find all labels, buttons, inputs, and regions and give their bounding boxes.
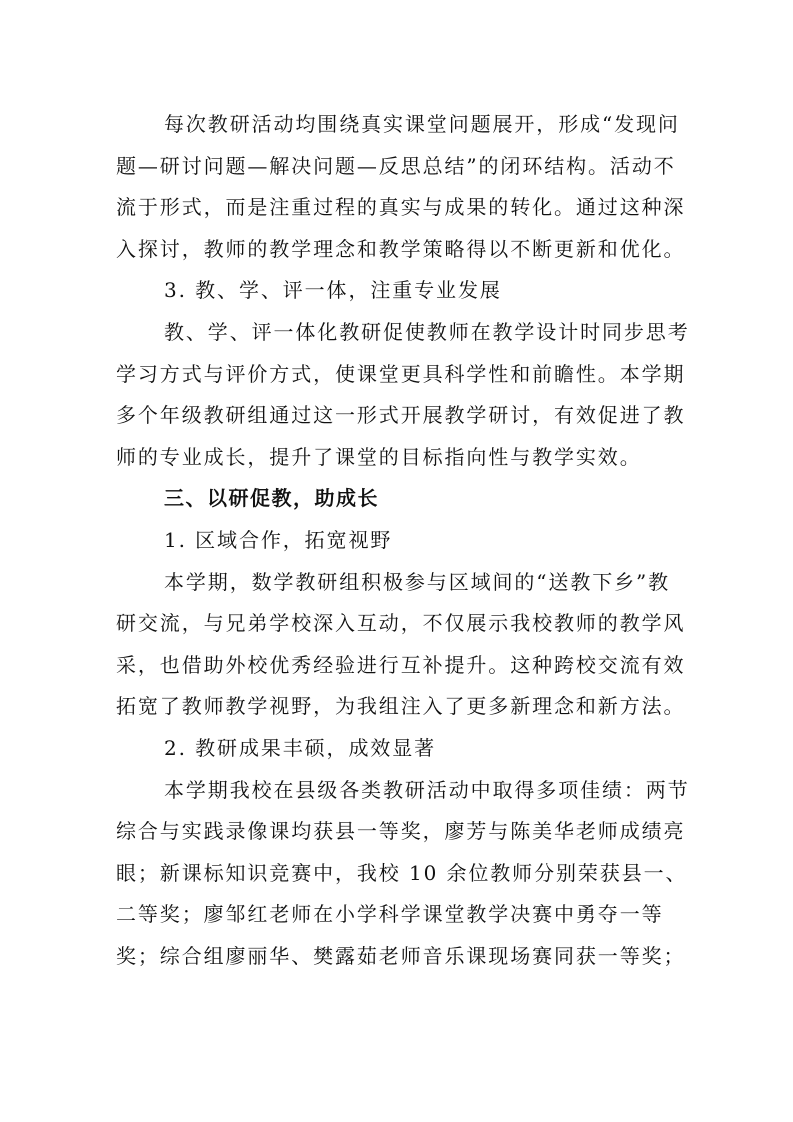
paragraph-line: 入探讨，教师的教学理念和教学策略得以不断更新和优化。 (116, 236, 686, 261)
paragraph-line: 采，也借助外校优秀经验进行互补提升。这种跨校交流有效 (116, 652, 686, 677)
section-heading: 三、以研促教，助成长 (164, 486, 379, 511)
document-body (116, 104, 690, 977)
paragraph-line: 师的专业成长，提升了课堂的目标指向性与教学实效。 (116, 444, 642, 469)
paragraph-line: 多个年级教研组通过这一形式开展教学研讨，有效促进了教 (116, 403, 686, 428)
subsection-heading: 1. 区域合作，拓宽视野 (164, 527, 393, 552)
paragraph-line: 教、学、评一体化教研促使教师在教学设计时同步思考 (164, 319, 690, 344)
paragraph-line: 二等奖；廖邹红老师在小学科学课堂教学决赛中勇夺一等 (116, 902, 664, 927)
paragraph-line: 本学期，数学教研组积极参与区域间的“送教下乡”教 (164, 569, 671, 594)
paragraph-line: 学习方式与评价方式，使课堂更具科学性和前瞻性。本学期 (116, 361, 686, 386)
paragraph-line: 奖；综合组廖丽华、樊露茹老师音乐课现场赛同获一等奖； (116, 943, 686, 968)
subsection-heading: 2. 教研成果丰硕，成效显著 (164, 735, 437, 760)
paragraph-line: 眼；新课标知识竞赛中，我校 10 余位教师分别荣获县一、 (116, 860, 688, 885)
paragraph-line: 综合与实践录像课均获县一等奖，廖芳与陈美华老师成绩亮 (116, 819, 686, 844)
subsection-heading: 3. 教、学、评一体，注重专业发展 (164, 278, 502, 303)
paragraph-line: 每次教研活动均围绕真实课堂问题展开，形成“发现问 (164, 112, 680, 136)
paragraph-line: 流于形式，而是注重过程的真实与成果的转化。通过这种深 (116, 195, 686, 220)
paragraph-line: 本学期我校在县级各类教研活动中取得多项佳绩：两节 (164, 777, 690, 802)
paragraph-line: 题—研讨问题—解决问题—反思总结”的闭环结构。活动不 (116, 153, 676, 178)
paragraph-line: 拓宽了教师教学视野，为我组注入了更多新理念和新方法。 (116, 694, 686, 719)
paragraph-line: 研交流，与兄弟学校深入互动，不仅展示我校教师的教学风 (116, 611, 686, 636)
